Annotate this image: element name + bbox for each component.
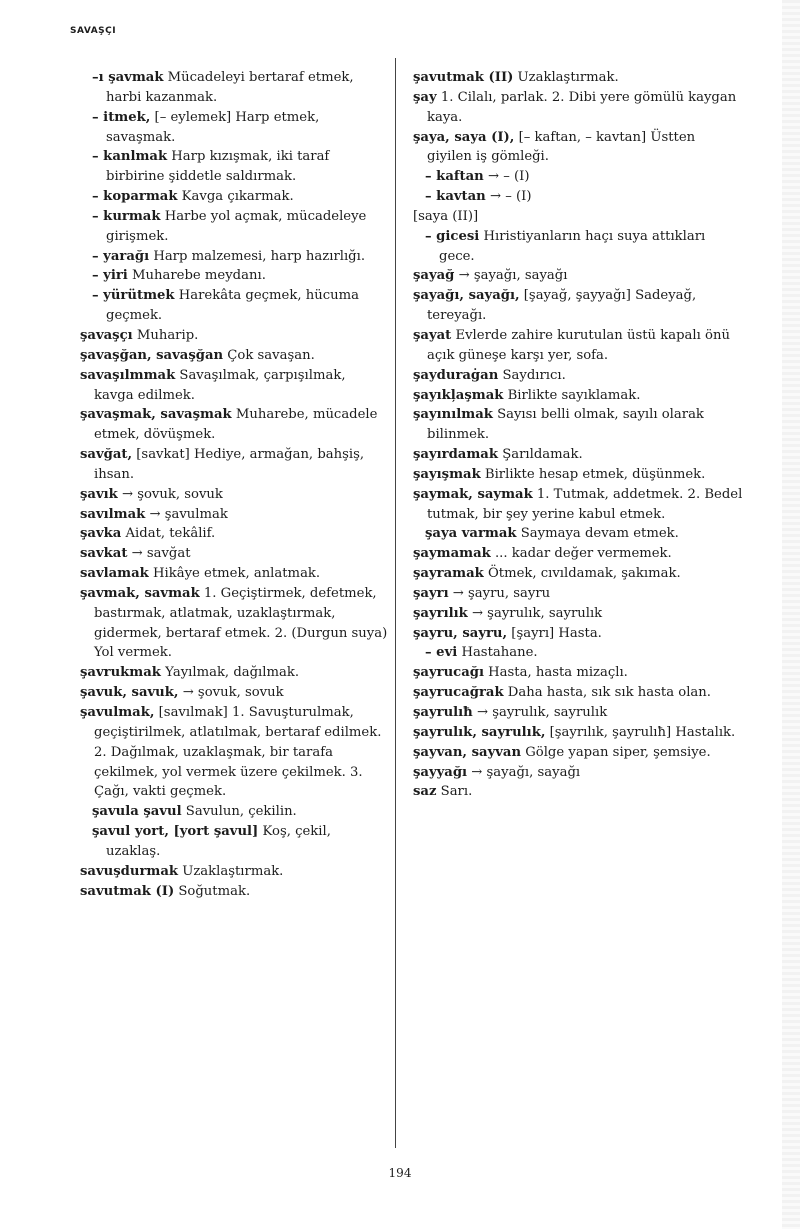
right-column (413, 68, 743, 802)
entry-headword: savılmak (80, 506, 146, 522)
entry-headword: – yarağı (92, 248, 150, 264)
entry-definition: [savılmak] 1. Savuşturulmak, geçiştirilmek, atlatılmak, bertaraf edilmek. 2. Dağılmak, uzaklaşmak, bir tarafa çekilmek, yol vermek üzere çekilmek. 3. Çağı, vakti geçmek. (94, 705, 382, 800)
entry-definition: Daha hasta, sık sık hasta olan. (503, 685, 711, 701)
entry-definition: Yayılmak, dağılmak. (160, 665, 300, 681)
entry-definition: Savulun, çekilin. (181, 804, 297, 820)
dictionary-entry (413, 405, 743, 445)
dictionary-entry (80, 108, 388, 148)
dictionary-entry (413, 445, 743, 465)
entry-headword: şayrucağı (413, 665, 484, 681)
dictionary-entry (413, 187, 743, 207)
entry-definition: Saydırıcı. (498, 367, 566, 383)
entry-headword: şavık (80, 486, 118, 502)
entry-headword: savkat (80, 546, 128, 562)
entry-definition: Uzaklaştırmak. (178, 863, 284, 879)
entry-headword: – kaftan (425, 169, 484, 185)
entry-headword: – koparmak (92, 189, 178, 205)
entry-headword: şavaşğan, savaşğan (80, 347, 224, 363)
entry-definition: Gölge yapan siper, şemsiye. (521, 744, 711, 760)
entry-definition: [şayrı] Hasta. (507, 625, 602, 641)
dictionary-entry (413, 782, 743, 802)
entry-headword: şayvan, sayvan (413, 744, 522, 760)
entry-headword: şayrulıħ (413, 705, 473, 720)
entry-headword: şayrı (413, 585, 449, 601)
entry-definition: [şayrılık, şayrulıħ] Hastalık. (545, 724, 736, 740)
dictionary-entry (413, 128, 743, 168)
entry-headword: şaya, saya (I), (413, 129, 515, 145)
entry-definition: → şayrulık, sayrulık (472, 705, 608, 720)
entry-headword: – kurmak (92, 208, 161, 224)
dictionary-entry (80, 485, 388, 505)
dictionary-entry (80, 366, 388, 406)
entry-definition: → şayağı, sayağı (454, 268, 568, 284)
dictionary-entry (80, 544, 388, 564)
dictionary-entry (80, 862, 388, 882)
entry-definition: Çok savaşan. (223, 347, 315, 363)
dictionary-entry (413, 366, 743, 386)
entry-definition: Sayısı belli olmak, sayılı olarak bilinmek. (427, 407, 704, 443)
dictionary-entry (80, 445, 388, 485)
entry-definition: Birlikte sayıklamak. (503, 387, 641, 403)
entry-definition: → şovuk, sovuk (117, 486, 223, 502)
entry-definition: Ötmek, cıvıldamak, şakımak. (483, 566, 681, 582)
scan-edge (782, 0, 800, 1229)
dictionary-entry (80, 663, 388, 683)
entry-headword: şayağı, sayağı, (413, 288, 520, 304)
entry-definition: Şarıldamak. (498, 447, 583, 463)
dictionary-entry (413, 227, 743, 267)
dictionary-entry (80, 266, 388, 286)
entry-definition: Birlikte hesap etmek, düşünmek. (480, 466, 706, 482)
entry-headword: savuşdurmak (80, 863, 179, 879)
entry-definition: Hastahane. (457, 645, 538, 661)
entry-headword: saz (413, 784, 437, 800)
dictionary-entry (413, 743, 743, 763)
entry-headword: şayyağı (413, 764, 468, 780)
entry-headword: şavaşmak, savaşmak (80, 407, 232, 423)
dictionary-entry (80, 405, 388, 445)
entry-definition: Evlerde zahire kurutulan üstü kapalı önü açık güneşe karşı yer, sofa. (427, 327, 730, 363)
dictionary-entry (80, 68, 388, 108)
dictionary-entry (413, 68, 743, 88)
entry-headword: şayramak (413, 566, 484, 582)
dictionary-entry (413, 584, 743, 604)
entry-headword: şavaşçı (80, 327, 133, 343)
dictionary-entry (80, 683, 388, 703)
dictionary-entry (413, 663, 743, 683)
dictionary-entry (80, 346, 388, 366)
entry-headword: şayrılık (413, 605, 468, 621)
entry-headword: şaymak, saymak (413, 486, 533, 502)
column-divider (395, 58, 396, 1148)
running-head: SAVAŞÇI (70, 26, 117, 36)
entry-definition: Sarı. (436, 784, 473, 800)
entry-headword: şaya varmak (425, 526, 517, 542)
dictionary-entry (80, 147, 388, 187)
entry-definition: → savğat (127, 546, 191, 562)
entry-definition: Muharip. (132, 327, 199, 343)
dictionary-entry (413, 88, 743, 128)
entry-definition: → şavulmak (145, 506, 228, 522)
dictionary-entry (80, 564, 388, 584)
entry-definition: Hikâye etmek, anlatmak. (148, 566, 321, 582)
entry-headword: şayıkļaşmak (413, 387, 504, 403)
entry-headword: savğat, (80, 447, 133, 463)
dictionary-entry (80, 822, 388, 862)
entry-headword: – kavtan (425, 189, 486, 205)
entry-definition: → şayru, sayru (448, 585, 551, 601)
dictionary-entry (413, 763, 743, 783)
entry-definition: Kavga çıkarmak. (177, 189, 294, 205)
dictionary-entry (80, 286, 388, 326)
entry-headword: – evi (425, 645, 458, 661)
entry-definition: 1. Tutmak, addetmek. 2. Bedel tutmak, bir şey yerine kabul etmek. (427, 486, 743, 522)
dictionary-entry (413, 604, 743, 624)
entry-headword: şayınılmak (413, 407, 493, 423)
dictionary-entry (413, 485, 743, 525)
entry-definition: Uzaklaştırmak. (513, 70, 619, 85)
entry-definition: [şayağ, şayyağı] Sadeyağ, tereyağı. (427, 288, 697, 324)
entry-headword: şayduraġan (413, 367, 499, 383)
entry-definition: 1. Geçiştirmek, defetmek, bastırmak, atlatmak, uzaklaştırmak, gidermek, bertaraf etmek. 2. (Durgun suya) Yol vermek. (94, 585, 388, 661)
entry-headword: – yürütmek (92, 288, 175, 304)
entry-definition: Aidat, tekâlif. (121, 526, 216, 542)
entry-headword: – yiri (92, 268, 128, 284)
entry-headword: şaymamak (413, 546, 491, 562)
left-column (80, 68, 388, 901)
entry-headword: şavula şavul (92, 804, 182, 820)
entry-definition: Hıristiyanların haçı suya attıkları gece. (439, 228, 706, 264)
entry-definition: → şovuk, sovuk (178, 685, 284, 701)
entry-headword: şavuk, savuk, (80, 685, 179, 701)
entry-definition: [– eylemek] Harp etmek, savaşmak. (106, 109, 320, 145)
dictionary-entry (413, 683, 743, 703)
entry-headword: şayru, sayru, (413, 625, 508, 641)
dictionary-entry (413, 286, 743, 326)
entry-headword: şayışmak (413, 466, 481, 482)
dictionary-entry (413, 643, 743, 663)
entry-definition: Hasta, hasta mizaçlı. (483, 665, 628, 681)
entry-headword: şavutmak (II) (413, 70, 514, 85)
dictionary-entry (80, 802, 388, 822)
entry-headword: savaşılmmak (80, 367, 176, 383)
dictionary-entry (413, 386, 743, 406)
entry-headword: şavrukmak (80, 665, 161, 681)
entry-definition: ... kadar değer vermemek. (490, 546, 672, 562)
entry-definition: [savkat] Hediye, armağan, bahşiş, ihsan. (94, 447, 365, 482)
entry-definition: Koş, çekil, uzaklaş. (106, 824, 331, 859)
entry-headword: şay (413, 89, 437, 105)
entry-definition: → şayağı, sayağı (467, 764, 581, 780)
entry-headword: şayrucağrak (413, 685, 504, 701)
dictionary-entry (413, 564, 743, 584)
dictionary-entry (80, 207, 388, 247)
entry-definition: → – (I) (485, 189, 532, 205)
dictionary-entry (80, 247, 388, 267)
entry-definition: Harp malzemesi, harp hazırlığı. (149, 248, 366, 264)
entry-headword: şavulmak, (80, 705, 155, 720)
entry-definition: Saymaya devam etmek. (516, 526, 679, 542)
entry-headword: şayrulık, sayrulık, (413, 724, 546, 740)
entry-definition: 1. Cilalı, parlak. 2. Dibi yere gömülü kaygan kaya. (427, 89, 737, 125)
dictionary-entry (413, 624, 743, 644)
entry-headword: şayağ (413, 268, 455, 284)
entry-definition: Muharebe, mücadele etmek, dövüşmek. (94, 407, 378, 443)
entry-headword: savutmak (I) (80, 883, 175, 899)
entry-definition: → şayrulık, sayrulık (467, 605, 603, 621)
entry-headword: – kanlmak (92, 149, 168, 165)
entry-definition: Harp kızışmak, iki taraf birbirine şiddetle saldırmak. (106, 149, 330, 185)
entry-headword: şavka (80, 526, 122, 542)
dictionary-entry (413, 465, 743, 485)
entry-definition: Harbe yol açmak, mücadeleye girişmek. (106, 208, 367, 244)
dictionary-entry (80, 505, 388, 525)
dictionary-entry (80, 584, 388, 663)
dictionary-entry (413, 544, 743, 564)
dictionary-entry (413, 326, 743, 366)
entry-headword: – gicesi (425, 228, 480, 244)
dictionary-entry (413, 524, 743, 544)
dictionary-entry (80, 882, 388, 902)
dictionary-entry (413, 723, 743, 743)
dictionary-entry (80, 326, 388, 346)
dictionary-entry (413, 266, 743, 286)
entry-headword: şavmak, savmak (80, 585, 200, 601)
dictionary-entry (80, 524, 388, 544)
dictionary-entry (413, 167, 743, 187)
entry-definition: [– kaftan, – kavtan] Üstten giyilen iş gömleği. (427, 129, 696, 165)
entry-headword: – itmek, (92, 109, 151, 125)
entry-definition: Muharebe meydanı. (127, 268, 266, 284)
entry-headword: savlamak (80, 566, 149, 582)
entry-definition: Savaşılmak, çarpışılmak, kavga edilmek. (94, 367, 346, 403)
dictionary-entry (80, 703, 388, 802)
entry-headword: şayat (413, 327, 452, 343)
entry-headword: şayırdamak (413, 447, 498, 463)
entry-headword: –ı şavmak (92, 70, 164, 85)
entry-definition: Mücadeleyi bertaraf etmek, harbi kazanmak. (106, 70, 354, 105)
dictionary-entry (413, 207, 743, 227)
dictionary-entry (80, 187, 388, 207)
page-number: 194 (388, 1166, 412, 1180)
entry-headword: şavul yort, [yort şavul] (92, 824, 259, 840)
entry-definition: Harekâta geçmek, hücuma geçmek. (106, 288, 359, 324)
entry-definition: Soğutmak. (174, 883, 251, 899)
entry-definition: → – (I) (483, 169, 530, 185)
dictionary-entry (413, 703, 743, 723)
entry-definition: [saya (II)] (413, 208, 479, 224)
